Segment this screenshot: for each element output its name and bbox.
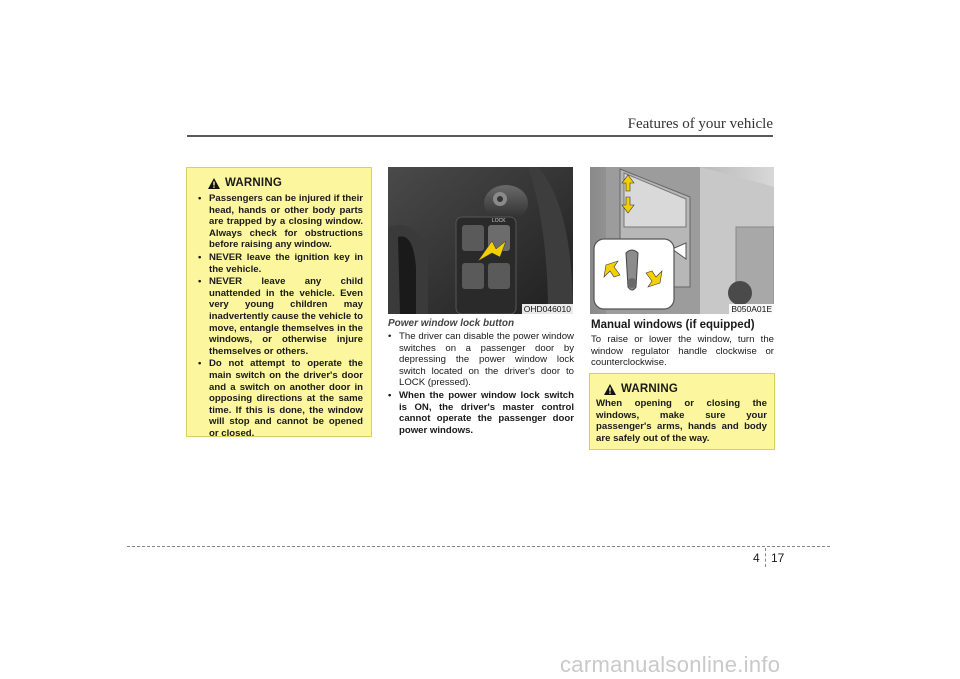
warning-item: • NEVER leave the ignition key in the vehicle.: [198, 252, 363, 275]
warning-item: • Do not attempt to operate the main switch on the driver's door and a switch on another door in opposing directions at the same time. If this is done, the window will stop and cannot be opened or closed.: [198, 358, 363, 439]
warning-triangle-icon: [604, 384, 616, 395]
door-switch-photo: [388, 167, 573, 314]
warning-triangle-icon: [208, 178, 220, 189]
warning-list: [198, 193, 363, 439]
image-code: OHD046010: [523, 304, 571, 314]
chapter-number: 4: [753, 551, 760, 565]
lock-instruction-item: • When the power window lock switch is ON, the driver's master control cannot operate the passenger door power windows.: [388, 390, 574, 436]
footer-rule: [127, 546, 830, 547]
image-code: B050A01E: [731, 304, 772, 314]
manual-windows-body: To raise or lower the window, turn the window regulator handle clockwise or counterclockwise.: [591, 334, 774, 369]
header-rule: [187, 135, 773, 137]
warning-box-right: [589, 373, 775, 450]
warning-item: • NEVER leave any child unattended in the vehicle. Even very young children may inadvertently cause the vehicle to move, entangle themselves in the windows, or otherwise injure themselves or others.: [198, 276, 363, 357]
svg-text:LOCK: LOCK: [492, 218, 506, 224]
photo-caption: Power window lock button: [388, 318, 515, 329]
door-panel-illustration: [388, 167, 573, 314]
lock-instructions: [388, 331, 574, 437]
warning-box-left: [186, 167, 372, 437]
page-number-divider: [765, 548, 766, 567]
warning-heading: WARNING: [225, 177, 282, 189]
page-number: 17: [771, 551, 785, 565]
section-title: Features of your vehicle: [627, 116, 773, 132]
warning-item: • Passengers can be injured if their head, hands or other body parts are trapped by a closing window. Always check for obstructions before raising any window.: [198, 193, 363, 251]
watermark: carmanualsonline.info: [560, 652, 781, 677]
door-illustration: [590, 167, 774, 314]
manual-window-photo: [590, 167, 774, 314]
warning-text: When opening or closing the windows, make sure your passenger's arms, hands and body are safely out of the way.: [596, 398, 767, 444]
lock-instruction-item: • The driver can disable the power window switches on a passenger door by depressing the power window lock switch located on the driver's door to LOCK (pressed).: [388, 331, 574, 389]
warning-heading: WARNING: [621, 383, 678, 395]
manual-windows-heading: Manual windows (if equipped): [591, 319, 755, 331]
